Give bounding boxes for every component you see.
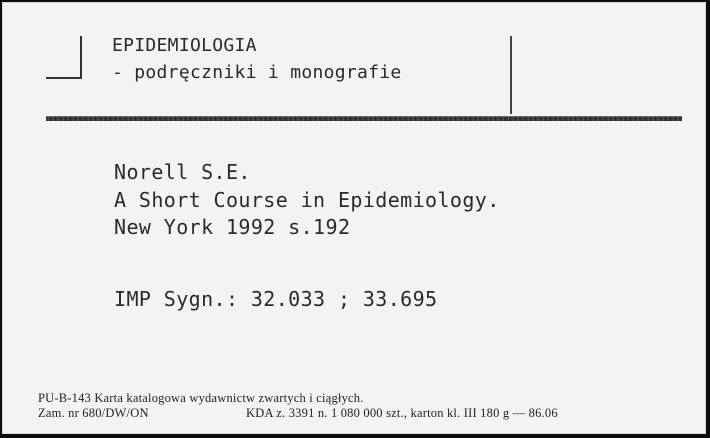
- subject-subheading: - podręczniki i monografie: [112, 62, 402, 83]
- footer-order-line: [38, 406, 558, 421]
- entry-imprint: New York 1992 s.192: [114, 215, 351, 239]
- header-right-divider: [510, 36, 512, 114]
- footer-form-line: PU-B-143 Karta katalogowa wydawnictw zwartych i ciągłych.: [38, 391, 364, 405]
- entry-shelfmark: IMP Sygn.: 32.033 ; 33.695: [114, 287, 438, 311]
- header-left-bracket: [80, 36, 82, 78]
- header-left-bracket-foot: [46, 77, 82, 79]
- footer-print-info: KDA z. 3391 n. 1 080 000 szt., karton kl. III 180 g — 86.06: [246, 406, 558, 420]
- header-rule: [46, 116, 682, 121]
- entry-title: A Short Course in Epidemiology.: [114, 188, 500, 212]
- catalog-card: [2, 2, 706, 434]
- entry-author: Norell S.E.: [114, 160, 251, 184]
- footer-order-number: Zam. nr 680/DW/ON: [38, 406, 149, 420]
- subject-heading: EPIDEMIOLOGIA: [112, 35, 257, 56]
